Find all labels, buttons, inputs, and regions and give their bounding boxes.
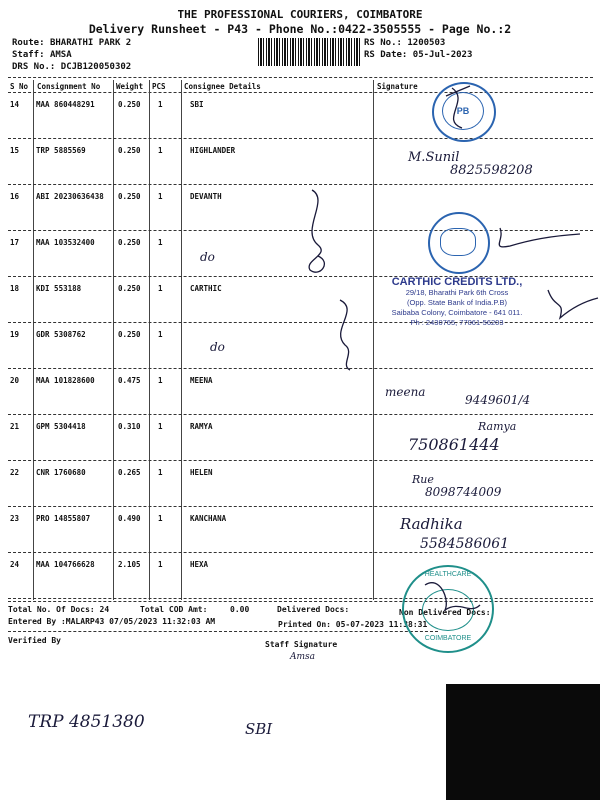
row-sno: 19 (10, 330, 20, 339)
staff-label: Staff: (12, 50, 45, 60)
delivered-docs: Delivered Docs: (277, 605, 350, 614)
row-weight: 0.250 (118, 330, 141, 339)
entered-by: Entered By :MALARP43 07/05/2023 11:32:03 AM (8, 617, 216, 626)
row-weight: 0.250 (118, 146, 141, 155)
healthcare-stamp-top: HEALTHCARE (424, 571, 472, 578)
row-weight: 0.475 (118, 376, 141, 385)
sig-row20-phone: 9449601/4 (465, 393, 531, 407)
bottom-handwritten-sbi: SBI (245, 720, 273, 738)
row-pcs: 1 (158, 284, 163, 293)
row-weight: 0.250 (118, 284, 141, 293)
sig-row22-name: Rue (412, 473, 434, 486)
row-consignee: SBI (190, 100, 204, 109)
runsheet-subtitle: Delivery Runsheet - P43 - Phone No.:0422-3505555 - Page No.:2 (88, 22, 512, 36)
row-pcs: 1 (158, 468, 163, 477)
row-sno: 22 (10, 468, 20, 477)
row-consignment-no: MAA 101828600 (36, 376, 95, 385)
sig-row15-name: M.Sunil (408, 150, 460, 165)
row19-ditto: do (210, 340, 225, 354)
redaction-block (446, 684, 600, 800)
printed-on: Printed On: 05-07-2023 11:38:31 (278, 620, 428, 629)
non-delivered-docs: Non Delivered Docs: (399, 608, 491, 617)
sig-row21-phone: 750861444 (408, 435, 500, 454)
carthic-name: CARTHIC CREDITS LTD., (391, 276, 523, 288)
rs-date-value: 05-Jul-2023 (412, 50, 473, 60)
healthcare-stamp-bottom: COIMBATORE (424, 635, 472, 642)
staff-signature-label: Staff Signature (265, 640, 338, 649)
total-docs: Total No. Of Docs: 24 (8, 605, 110, 614)
row-weight: 0.250 (118, 100, 141, 109)
sig-row22-phone: 8098744009 (425, 485, 502, 499)
row17-ditto: do (200, 250, 215, 264)
rs-no-value: 1200503 (407, 38, 446, 48)
row-pcs: 1 (158, 146, 163, 155)
row-weight: 2.105 (118, 560, 141, 569)
row-pcs: 1 (158, 514, 163, 523)
row-consignee: RAMYA (190, 422, 213, 431)
row-weight: 0.490 (118, 514, 141, 523)
bottom-handwritten-consignment: TRP 4851380 (28, 712, 145, 732)
row-consignee: KANCHANA (190, 514, 227, 523)
rs-date-label: RS Date: (364, 50, 408, 60)
row-sno: 18 (10, 284, 20, 293)
row-consignment-no: ABI 20230636438 (36, 192, 104, 201)
row-pcs: 1 (158, 560, 163, 569)
sig-row15-phone: 8825598208 (450, 163, 533, 178)
row-sno: 23 (10, 514, 20, 523)
sig-row23-phone: 5584586061 (420, 536, 510, 552)
col-weight: Weight (116, 82, 144, 91)
total-cod-label: Total COD Amt: (140, 605, 208, 614)
row-sno: 15 (10, 146, 20, 155)
row-sno: 17 (10, 238, 20, 247)
row-weight: 0.250 (118, 192, 141, 201)
sig-row21-name: Ramya (478, 420, 517, 433)
col-pcs: PCS (152, 82, 166, 91)
row-pcs: 1 (158, 238, 163, 247)
runsheet-company-title: THE PROFESSIONAL COURIERS, COIMBATORE (177, 8, 423, 21)
row-consignment-no: PRO 14855807 (36, 514, 91, 523)
carthic-addr3: Saibaba Colony, Coimbatore - 641 011. (391, 308, 523, 317)
sig-row20-name: meena (385, 385, 426, 399)
carthic-addr1: 29/18, Bharathi Park 6th Cross (405, 288, 509, 297)
carthic-addr2: (Opp. State Bank of India.P.B) (407, 298, 507, 307)
row-weight: 0.250 (118, 238, 141, 247)
row-consignee: HEXA (190, 560, 209, 569)
row-sno: 24 (10, 560, 20, 569)
row-consignee: CARTHIC (190, 284, 222, 293)
row-consignee: HIGHLANDER (190, 146, 236, 155)
row-pcs: 1 (158, 422, 163, 431)
row-consignee: MEENA (190, 376, 213, 385)
row-consignment-no: CNR 1760680 (36, 468, 86, 477)
drs-label: DRS No.: (12, 62, 56, 72)
row-consignee: DEVANTH (190, 192, 222, 201)
row-consignment-no: MAA 860448291 (36, 100, 95, 109)
carthic-phone: Ph : 2430765, 77061-56203 (410, 318, 504, 327)
sbi-stamp-text: PB (442, 92, 484, 130)
staff-value: AMSA (49, 50, 72, 60)
row-consignee: HELEN (190, 468, 213, 477)
rs-no-label: RS No.: (364, 38, 402, 48)
route-label: Route: (12, 38, 45, 48)
verified-by: Verified By (8, 636, 61, 645)
drs-value: DCJB120050302 (60, 62, 132, 72)
route-value: BHARATHI PARK 2 (49, 38, 132, 48)
col-consignment: Consignment No (37, 82, 101, 91)
row-consignment-no: MAA 103532400 (36, 238, 95, 247)
row-weight: 0.265 (118, 468, 141, 477)
col-signature: Signature (377, 82, 418, 91)
row-pcs: 1 (158, 376, 163, 385)
row-consignment-no: GDR 5308762 (36, 330, 86, 339)
row-consignment-no: KDI 553188 (36, 284, 82, 293)
row-sno: 16 (10, 192, 20, 201)
row-consignment-no: TRP 5885569 (36, 146, 86, 155)
row-pcs: 1 (158, 330, 163, 339)
row-sno: 21 (10, 422, 20, 431)
row-weight: 0.310 (118, 422, 141, 431)
sig-row23-name: Radhika (400, 515, 463, 533)
row-consignment-no: MAA 104766628 (36, 560, 95, 569)
staff-signature-scribble: Amsa (290, 652, 316, 662)
row-consignment-no: GPM 5304418 (36, 422, 86, 431)
row-pcs: 1 (158, 192, 163, 201)
row-sno: 20 (10, 376, 20, 385)
col-consignee: Consignee Details (184, 82, 261, 91)
total-cod-value: 0.00 (230, 605, 250, 614)
row-sno: 14 (10, 100, 20, 109)
row-pcs: 1 (158, 100, 163, 109)
col-sno: S No (10, 82, 29, 91)
